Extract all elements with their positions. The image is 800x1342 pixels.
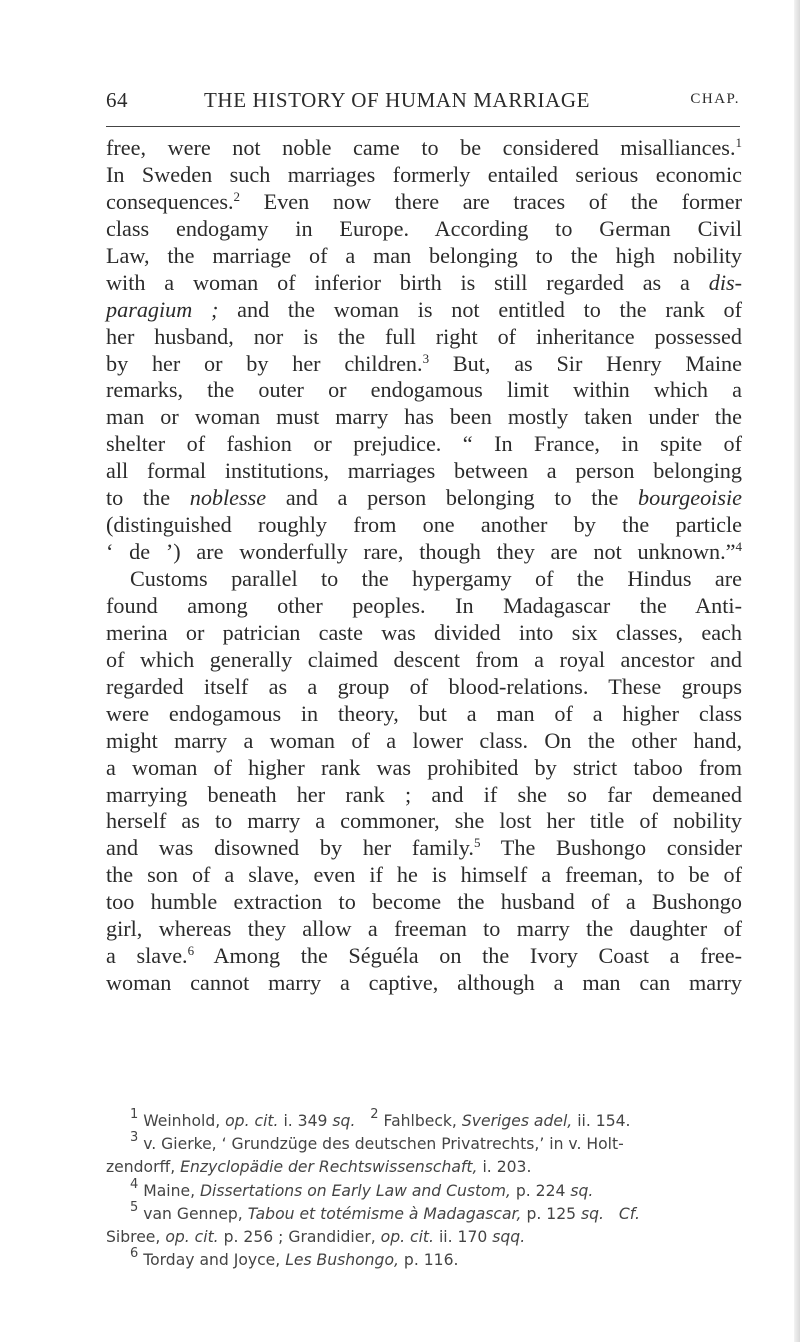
footnote-ref: 5 <box>473 835 481 851</box>
text-line: marrying beneath her rank ; and if she so far demeaned <box>106 781 742 807</box>
footnote-ref: 6 <box>187 943 195 959</box>
page-header <box>106 88 740 124</box>
text-line: all formal institutions, marriages between a person belonging <box>106 458 742 484</box>
page-number: 64 <box>106 88 128 112</box>
footnote-line: Sibree, op. cit. p. 256 ; Grandidier, op. cit. ii. 170 sqq. <box>106 1228 526 1247</box>
text-line: In Sweden such marriages formerly entailed serious economic <box>106 161 742 187</box>
text-line: man or woman must marry has been mostly taken under the <box>106 404 742 430</box>
footnote-ref: 2 <box>233 188 241 204</box>
text-line: merina or patrician caste was divided into six classes, each <box>106 619 742 645</box>
body-text <box>106 135 742 997</box>
text-line: woman cannot marry a captive, although a man can marry <box>106 970 742 996</box>
text-line: a woman of higher rank was prohibited by strict taboo from <box>106 754 742 780</box>
text-line: with a woman of inferior birth is still regarded as a dis- <box>106 269 742 295</box>
text-line: (distinguished roughly from one another by the particle <box>106 512 742 538</box>
text-line: by her or by her children.$^3$ But, as Sir Henry Maine <box>106 350 742 376</box>
text-line: ‘ de ’) are wonderfully rare, though they are not unknown.”$^4$ <box>106 539 742 565</box>
footnote-ref: 3 <box>422 350 430 366</box>
footnote-line: $^3$ v. Gierke, ‘ Grundzüge des deutschen Privatrechts,’ in v. Holt- <box>130 1130 624 1154</box>
footnote-line: zendorff, Enzyclopädie der Rechtswissenschaft, i. 203. <box>106 1158 532 1177</box>
text-line: of which generally claimed descent from a royal ancestor and <box>106 646 742 672</box>
chapter-label: CHAP. <box>690 91 740 107</box>
footnote-line: $^1$ Weinhold, op. cit. i. 349 sq. $^2$ Fahlbeck, Sveriges adel, ii. 154. <box>130 1107 631 1130</box>
footnote-line: $^6$ Torday and Joyce, Les Bushongo, p. 116. <box>130 1246 459 1270</box>
text-line: to the noblesse and a person belonging to the bourgeoisie <box>106 485 742 511</box>
page-edge-shadow <box>794 0 800 1342</box>
footnote-ref: 1 <box>735 135 742 150</box>
text-line: might marry a woman of a lower class. On the other hand, <box>106 727 742 753</box>
header-rule <box>106 126 740 127</box>
text-line: remarks, the outer or endogamous limit within which a <box>106 377 742 403</box>
footnote-line: $^4$ Maine, Dissertations on Early Law and Custom, p. 224 sq. <box>130 1176 594 1200</box>
text-line: Law, the marriage of a man belonging to the high nobility <box>106 242 742 268</box>
text-line: and was disowned by her family.$^5$ The Bushongo consider <box>106 835 742 861</box>
footnote-line: $^5$ van Gennep, Tabou et totémisme à Madagascar, p. 125 sq. Cf. <box>130 1199 640 1223</box>
text-line: the son of a slave, even if he is himself a freeman, to be of <box>106 862 742 888</box>
text-line: a slave.$^6$ Among the Séguéla on the Ivory Coast a free- <box>106 943 742 969</box>
text-line: were endogamous in theory, but a man of a higher class <box>106 700 742 726</box>
text-line: girl, whereas they allow a freeman to marry the daughter of <box>106 916 742 942</box>
text-line: consequences.$^2$ Even now there are traces of the former <box>106 188 742 214</box>
footnotes <box>106 1107 742 1272</box>
text-line: paragium ; and the woman is not entitled to the rank of <box>106 296 742 322</box>
footnote-ref: 4 <box>735 539 742 555</box>
text-line: Customs parallel to the hypergamy of the Hindus are <box>130 566 742 591</box>
text-line: free, were not noble came to be considered misalliances.$^1$ <box>106 135 742 160</box>
text-line: shelter of fashion or prejudice. “ In France, in spite of <box>106 431 742 457</box>
text-line: herself as to marry a commoner, she lost her title of nobility <box>106 808 742 834</box>
text-line: found among other peoples. In Madagascar the Anti- <box>106 592 742 618</box>
running-title: THE HISTORY OF HUMAN MARRIAGE <box>204 88 591 112</box>
text-line: class endogamy in Europe. According to German Civil <box>106 215 742 241</box>
text-line: regarded itself as a group of blood-relations. These groups <box>106 673 742 699</box>
text-line: her husband, nor is the full right of inheritance possessed <box>106 323 742 349</box>
text-line: too humble extraction to become the husband of a Bushongo <box>106 889 742 915</box>
